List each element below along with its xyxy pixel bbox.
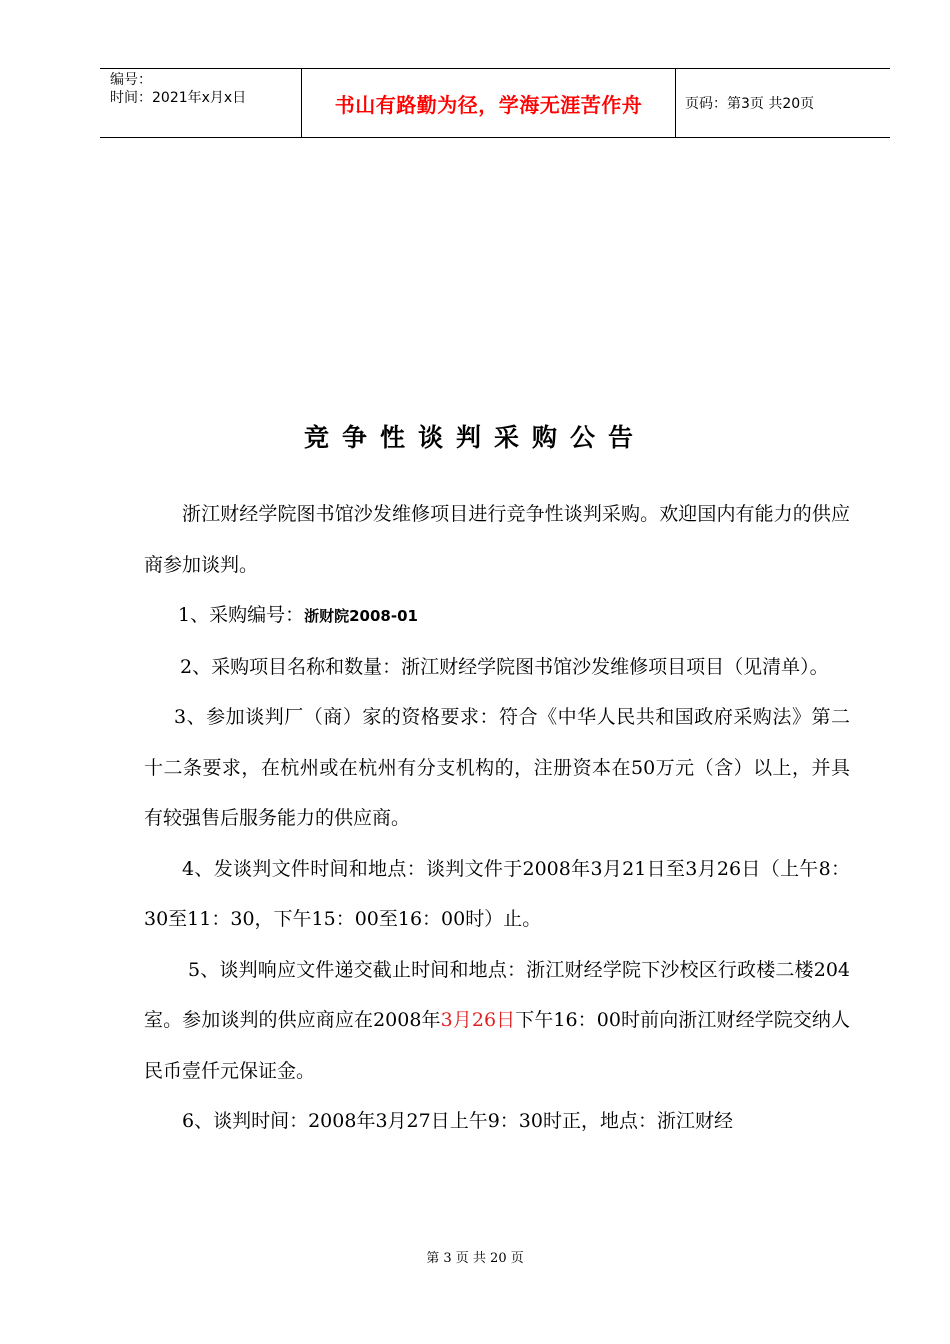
item-2-paragraph: 2、采购项目名称和数量：浙江财经学院图书馆沙发维修项目项目（见清单）。 [180, 655, 829, 678]
intro-paragraph: 浙江财经学院图书馆沙发维修项目进行竞争性谈判采购。欢迎国内有能力的供应商参加谈判。 [144, 503, 850, 576]
header-motto-cell [302, 69, 676, 137]
header-page-info: 页码：第3页 共20页 [685, 96, 815, 112]
document-number-label: 编号： [110, 72, 152, 88]
item-3-paragraph: 3、参加谈判厂（商）家的资格要求：符合《中华人民共和国政府采购法》第二十二条要求，在杭州或在杭州有分支机构的，注册资本在50万元（含）以上，并具有较强售后服务能力的供应商。 [144, 706, 850, 829]
document-body [144, 489, 850, 1147]
deadline-date-highlight: 3月26日 [440, 1009, 516, 1031]
item-5-paragraph [144, 945, 850, 1097]
header-meta-cell [100, 69, 302, 137]
page-footer: 第 3 页 共 20 页 [426, 1251, 524, 1266]
header-motto: 书山有路勤为径，学海无涯苦作舟 [334, 92, 643, 117]
procurement-number: 浙财院2008-01 [304, 607, 418, 625]
item-1-label: 1、采购编号： [178, 604, 305, 626]
document-time-label: 时间：2021年x月x日 [110, 90, 247, 106]
page-header [100, 68, 890, 138]
item-5-text-start: 5、谈判响应文件递交截止时间和地点：浙江财经学院下沙校区行政楼二楼204室。参加谈判的供应商应在2008年 [144, 958, 850, 1031]
document-title: 竞争性谈判采购公告 [303, 423, 646, 452]
item-6-paragraph: 6、谈判时间：2008年3月27日上午9：30时正，地点：浙江财经 [182, 1110, 733, 1132]
item-4-paragraph: 4、发谈判文件时间和地点：谈判文件于2008年3月21日至3月26日（上午8：30至11：30，下午15：00至16：00时）止。 [144, 857, 850, 930]
item-1-paragraph [144, 590, 850, 642]
item-5-text-end: 下午16：00时前向浙江财经学院交纳人民币壹仟元保证金。 [144, 1009, 851, 1082]
